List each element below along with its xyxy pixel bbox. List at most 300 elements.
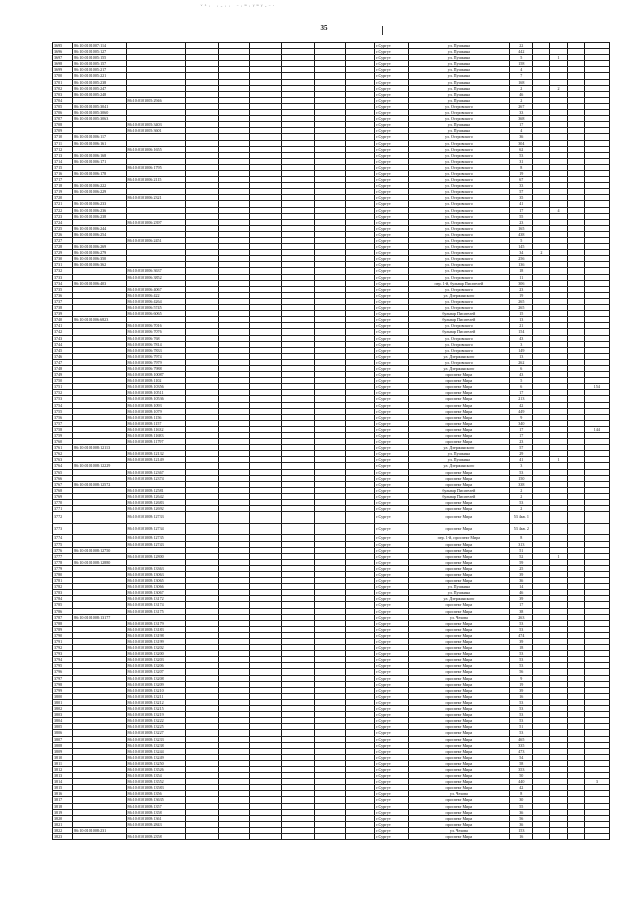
- table-cell-kn2: 86:10:0101008:12692: [126, 506, 185, 512]
- table-cell-area: 165: [510, 225, 533, 231]
- table-cell-street: проспект Мира: [408, 675, 510, 681]
- table-cell-num: 3724: [53, 219, 73, 225]
- table-cell-street: проспект Мира: [408, 815, 510, 821]
- table-cell-area: 35: [510, 195, 533, 201]
- table-cell-kn2: 86:10:0101008:11797: [126, 439, 185, 445]
- table-cell-area: 50: [510, 773, 533, 779]
- table-cell-area: 53 4кв. 2: [510, 523, 533, 535]
- table-cell-num: 3752: [53, 390, 73, 396]
- table-cell-v4: 144: [584, 426, 609, 432]
- table-cell-area: 53: [510, 620, 533, 626]
- table-cell-area: 353: [510, 766, 533, 772]
- table-cell-kn1: 86:10:0101008:12572: [73, 481, 126, 487]
- table-cell-street: проспект Мира: [408, 803, 510, 809]
- table-cell-area: 62: [510, 146, 533, 152]
- table-cell-area: 39: [510, 639, 533, 645]
- table-cell-num: 3821: [53, 821, 73, 827]
- table-cell-place: г.Сургут: [375, 681, 408, 687]
- table-cell-place: г.Сургут: [375, 797, 408, 803]
- table-cell-kn2: 86:10:0101008:13065: [126, 578, 185, 584]
- table-cell-place: г.Сургут: [375, 177, 408, 183]
- table-cell-area: 53: [510, 651, 533, 657]
- table-cell-place: г.Сургут: [375, 183, 408, 189]
- table-cell-place: г.Сургут: [375, 103, 408, 109]
- table-cell-street: проспект Мира: [408, 742, 510, 748]
- table-cell-kn2: 86:10:0101008:13219: [126, 712, 185, 718]
- table-cell-area: 4: [510, 128, 533, 134]
- table-cell-place: г.Сургут: [375, 663, 408, 669]
- table-cell-blank-6: [281, 523, 314, 535]
- table-cell-num: 3804: [53, 718, 73, 724]
- table-cell-street: ул. Пушкина: [408, 122, 510, 128]
- table-cell-num: 3727: [53, 238, 73, 244]
- table-cell-kn1: 86:10:0101005:157: [73, 61, 126, 67]
- table-cell-street: проспект Мира: [408, 390, 510, 396]
- table-cell-kn2: 86:10:0101008:11632: [126, 426, 185, 432]
- table-cell-place: г.Сургут: [375, 500, 408, 506]
- table-cell-blank-7: [314, 512, 345, 524]
- table-cell-street: ул. Островского: [408, 274, 510, 280]
- table-cell-num: 3720: [53, 195, 73, 201]
- table-cell-v3: [567, 834, 584, 840]
- table-cell-place: г.Сургут: [375, 493, 408, 499]
- table-cell-kn1: [73, 512, 126, 524]
- table-cell-street: проспект Мира: [408, 384, 510, 390]
- scan-artifact: ᵛⁱ· ·‐·· ⁻·ʷ·ʸʷʸ‐⁻ˑ: [200, 4, 277, 10]
- table-cell-area: 306: [510, 280, 533, 286]
- table-cell-area: 4: [510, 67, 533, 73]
- table-cell-num: 3792: [53, 645, 73, 651]
- table-row: [53, 523, 610, 535]
- table-cell-blank-4: [219, 523, 250, 535]
- table-cell-place: г.Сургут: [375, 773, 408, 779]
- table-cell-place: г.Сургут: [375, 718, 408, 724]
- table-cell-num: 3763: [53, 457, 73, 463]
- table-cell-street: проспект Мира: [408, 797, 510, 803]
- table-cell-kn2: 86:10:0101006:422: [126, 292, 185, 298]
- table-cell-place: г.Сургут: [375, 748, 408, 754]
- table-cell-num: 3782: [53, 584, 73, 590]
- table-cell-place: г.Сургут: [375, 189, 408, 195]
- table-cell-place: г.Сургут: [375, 238, 408, 244]
- table-cell-kn1: 86:10:0101005:221: [73, 73, 126, 79]
- table-cell-street: ул. Чехова: [408, 827, 510, 833]
- table-cell-place: г.Сургут: [375, 164, 408, 170]
- table-cell-place: г.Сургут: [375, 565, 408, 571]
- table-cell-street: ул. Пушкина: [408, 91, 510, 97]
- table-cell-area: 21: [510, 323, 533, 329]
- table-cell-street: проспект Мира: [408, 420, 510, 426]
- table-cell-place: г.Сургут: [375, 639, 408, 645]
- table-cell-num: 3783: [53, 590, 73, 596]
- table-cell-place: г.Сургут: [375, 834, 408, 840]
- table-cell-area: 256: [510, 256, 533, 262]
- table-cell-place: г.Сургут: [375, 736, 408, 742]
- table-cell-street: ул. Пушкина: [408, 49, 510, 55]
- table-cell-area: 449: [510, 408, 533, 414]
- table-cell-num: 3702: [53, 85, 73, 91]
- table-cell-num: 3809: [53, 748, 73, 754]
- table-cell-kn2: 86:10:0101008:12743: [126, 541, 185, 547]
- table-cell-num: 3725: [53, 225, 73, 231]
- table-cell-num: 3790: [53, 632, 73, 638]
- table-cell-place: г.Сургут: [375, 134, 408, 140]
- table-cell-street: ул. Островского: [408, 359, 510, 365]
- table-cell-kn2: 86:10:0101008:12581: [126, 487, 185, 493]
- table-cell-street: проспект Мира: [408, 378, 510, 384]
- table-cell-area: 19: [510, 681, 533, 687]
- table-cell-street: ул. Островского: [408, 305, 510, 311]
- table-cell-place: г.Сургут: [375, 292, 408, 298]
- table-cell-kn1: 86:10:0101006:279: [73, 250, 126, 256]
- table-cell-place: г.Сургут: [375, 396, 408, 402]
- table-cell-area: 36: [510, 134, 533, 140]
- table-cell-street: ул. Островского: [408, 152, 510, 158]
- table-cell-kn2: 86:10:0101008:13211: [126, 693, 185, 699]
- table-cell-kn2: 86:10:0101008:2358: [126, 834, 185, 840]
- table-cell-kn1: [73, 523, 126, 535]
- table-cell-area: 33: [510, 110, 533, 116]
- table-cell-place: г.Сургут: [375, 286, 408, 292]
- table-cell-area: 38: [510, 608, 533, 614]
- table-cell-place: г.Сургут: [375, 213, 408, 219]
- table-cell-num: 3798: [53, 681, 73, 687]
- table-cell-num: 3757: [53, 420, 73, 426]
- table-cell-place: г.Сургут: [375, 231, 408, 237]
- table-cell-area: 18: [510, 645, 533, 651]
- table-cell-kn2: 86:10:0101008:13066: [126, 584, 185, 590]
- table-cell-num: 3719: [53, 189, 73, 195]
- table-cell-num: 3764: [53, 463, 73, 469]
- table-cell-street: ул. Островского: [408, 256, 510, 262]
- table-cell-place: г.Сургут: [375, 305, 408, 311]
- table-cell-area: 136: [510, 262, 533, 268]
- table-cell-num: 3815: [53, 785, 73, 791]
- table-cell-kn1: 86:10:0101006:254: [73, 231, 126, 237]
- table-cell-place: г.Сургут: [375, 578, 408, 584]
- table-cell-area: 46: [510, 91, 533, 97]
- table-cell-place: г.Сургут: [375, 335, 408, 341]
- table-cell-kn2: 86:10:0101008:12733: [126, 512, 185, 524]
- table-cell-place: г.Сургут: [375, 268, 408, 274]
- table-cell-blank-3: [185, 523, 218, 535]
- table-cell-kn2: 86:10:0101008:1361: [126, 815, 185, 821]
- table-cell-street: ул. Островского: [408, 110, 510, 116]
- table-cell-area: 149: [510, 347, 533, 353]
- table-cell-area: 304: [510, 140, 533, 146]
- table-cell-street: проспект Мира: [408, 681, 510, 687]
- table-cell-kn1: 86:10:0101005:155: [73, 55, 126, 61]
- table-cell-place: г.Сургут: [375, 323, 408, 329]
- table-cell-area: 43: [510, 372, 533, 378]
- table-cell-area: 368: [510, 116, 533, 122]
- table-cell-area: 55: [510, 213, 533, 219]
- table-row: [53, 834, 610, 840]
- table-cell-place: г.Сургут: [375, 67, 408, 73]
- table-cell-kn2: 86:10:0101006:7833: [126, 347, 185, 353]
- table-cell-num: 3736: [53, 292, 73, 298]
- table-cell-place: г.Сургут: [375, 535, 408, 541]
- table-cell-area: 313: [510, 541, 533, 547]
- table-cell-area: 41: [510, 201, 533, 207]
- table-cell-area: 265: [510, 305, 533, 311]
- table-cell-blank-6: [281, 512, 314, 524]
- table-cell-kn2: 86:10:0101008:12367: [126, 469, 185, 475]
- table-cell-street: проспект Мира: [408, 547, 510, 553]
- table-cell-street: ул. Островского: [408, 225, 510, 231]
- table-cell-kn2: 86:10:0101008:1157: [126, 420, 185, 426]
- table-cell-place: г.Сургут: [375, 311, 408, 317]
- table-cell-street: ул. Пушкина: [408, 451, 510, 457]
- table-cell-area: 11: [510, 274, 533, 280]
- table-cell-num: 3813: [53, 773, 73, 779]
- table-cell-area: 2: [510, 506, 533, 512]
- table-cell-num: 3716: [53, 170, 73, 176]
- table-cell-num: 3776: [53, 547, 73, 553]
- table-cell-place: г.Сургут: [375, 699, 408, 705]
- table-cell-street: ул. Островского: [408, 298, 510, 304]
- table-cell-kn2: 86:10:0101008:12734: [126, 523, 185, 535]
- table-cell-area: 67: [510, 177, 533, 183]
- table-cell-area: 438: [510, 231, 533, 237]
- table-cell-v2: 1: [550, 457, 567, 463]
- table-cell-kn2: 86:10:0101008:13183: [126, 626, 185, 632]
- table-cell-street: проспект Мира: [408, 602, 510, 608]
- table-cell-kn2: 86:10:0101006:1655: [126, 146, 185, 152]
- table-cell-place: г.Сургут: [375, 620, 408, 626]
- table-cell-street: бульвар Писателей: [408, 329, 510, 335]
- table-cell-place: г.Сургут: [375, 140, 408, 146]
- table-cell-num: 3797: [53, 675, 73, 681]
- table-cell-area: 53: [510, 152, 533, 158]
- table-cell-kn2: 86:10:0101008:1156: [126, 414, 185, 420]
- table-cell-place: г.Сургут: [375, 250, 408, 256]
- table-cell-num: 3758: [53, 426, 73, 432]
- table-cell-street: ул. Пушкина: [408, 61, 510, 67]
- table-cell-street: ул. Пушкина: [408, 584, 510, 590]
- table-cell-kn2: 86:10:0101008:13526: [126, 766, 185, 772]
- table-cell-area: 17: [510, 426, 533, 432]
- table-cell-area: 53: [510, 626, 533, 632]
- table-cell-area: 338: [510, 481, 533, 487]
- table-cell-num: 3737: [53, 298, 73, 304]
- table-cell-num: 3779: [53, 565, 73, 571]
- table-cell-kn2: 86:10:0101008:2843: [126, 821, 185, 827]
- table-cell-place: г.Сургут: [375, 445, 408, 451]
- table-cell-area: 335: [510, 742, 533, 748]
- table-cell-place: г.Сургут: [375, 760, 408, 766]
- table-cell-kn2: 86:10:0101008:13208: [126, 675, 185, 681]
- table-cell-place: г.Сургут: [375, 803, 408, 809]
- table-cell-area: 39: [510, 596, 533, 602]
- table-cell-place: г.Сургут: [375, 110, 408, 116]
- table-cell-street: ул. Островского: [408, 195, 510, 201]
- table-cell-kn2: 86:10:0101006:7076: [126, 329, 185, 335]
- table-cell-num: 3696: [53, 49, 73, 55]
- table-cell-num: 3721: [53, 201, 73, 207]
- table-cell-kn2: 86:10:0101008:1358: [126, 809, 185, 815]
- table-cell-street: ул. Островского: [408, 347, 510, 353]
- table-cell-kn1: 86:10:0101006:222: [73, 183, 126, 189]
- table-cell-num: 3708: [53, 122, 73, 128]
- table-cell-area: 19: [510, 292, 533, 298]
- table-cell-area: 58: [510, 760, 533, 766]
- table-cell-street: ул. Островского: [408, 219, 510, 225]
- table-cell-kn2: 86:10:0101008:13583: [126, 785, 185, 791]
- table-cell-kn2: 86:10:0101008:10087: [126, 372, 185, 378]
- table-cell-v2: [550, 512, 567, 524]
- table-cell-kn2: 86:10:0101006:7814: [126, 341, 185, 347]
- table-cell-kn2: 86:10:0101008:1354: [126, 773, 185, 779]
- table-cell-place: г.Сургут: [375, 766, 408, 772]
- table-cell-street: ул. Островского: [408, 341, 510, 347]
- table-cell-kn1: 86:10:0101005:3041: [73, 103, 126, 109]
- table-cell-kn1: 86:10:0101006:350: [73, 256, 126, 262]
- table-cell-num: 3738: [53, 305, 73, 311]
- table-cell-place: г.Сургут: [375, 439, 408, 445]
- table-cell-num: 3748: [53, 365, 73, 371]
- table-cell-street: проспект Мира: [408, 506, 510, 512]
- table-cell-street: ул. Островского: [408, 268, 510, 274]
- table-cell-kn1: 86:10:0101008:12750: [73, 547, 126, 553]
- table-cell-street: ул. Пушкина: [408, 85, 510, 91]
- table-cell-street: ул. Островского: [408, 238, 510, 244]
- table-cell-num: 3771: [53, 506, 73, 512]
- table-cell-street: проспект Мира: [408, 736, 510, 742]
- table-cell-kn2: 86:10:0101006:6065: [126, 311, 185, 317]
- table-cell-num: 3812: [53, 766, 73, 772]
- table-cell-num: 3770: [53, 500, 73, 506]
- table-cell-street: ул. Островского: [408, 335, 510, 341]
- table-cell-num: 3794: [53, 657, 73, 663]
- table-cell-area: 46: [510, 590, 533, 596]
- table-cell-num: 3801: [53, 699, 73, 705]
- register-table-body: [53, 43, 610, 840]
- table-cell-kn2: 86:10:0101008:13202: [126, 645, 185, 651]
- table-cell-kn2: 86:10:0101006:2115: [126, 177, 185, 183]
- table-cell-num: 3775: [53, 541, 73, 547]
- table-cell-street: ул. Островского: [408, 116, 510, 122]
- table-cell-area: 6: [510, 384, 533, 390]
- table-cell-num: 3700: [53, 73, 73, 79]
- table-cell-num: 3822: [53, 827, 73, 833]
- table-cell-area: 53: [510, 730, 533, 736]
- table-cell-num: 3799: [53, 687, 73, 693]
- table-cell-area: 16: [510, 834, 533, 840]
- table-cell-v4: [584, 512, 609, 524]
- table-cell-num: 3718: [53, 183, 73, 189]
- table-cell-v2: 2: [550, 85, 567, 91]
- table-cell-num: 3784: [53, 596, 73, 602]
- table-cell-v1: [533, 834, 550, 840]
- table-cell-place: г.Сургут: [375, 645, 408, 651]
- table-cell-kn2: 86:10:0101006:2397: [126, 219, 185, 225]
- table-cell-street: проспект Мира: [408, 687, 510, 693]
- table-cell-place: г.Сургут: [375, 244, 408, 250]
- table-cell-num: 3709: [53, 128, 73, 134]
- table-cell-place: г.Сургут: [375, 128, 408, 134]
- table-cell-kn2: 86:10:0101008:13238: [126, 742, 185, 748]
- table-cell-street: ул. Островского: [408, 250, 510, 256]
- table-cell-num: 3713: [53, 152, 73, 158]
- table-cell-place: г.Сургут: [375, 85, 408, 91]
- table-cell-area: 53: [510, 657, 533, 663]
- table-cell-place: г.Сургут: [375, 384, 408, 390]
- table-cell-area: 17: [510, 602, 533, 608]
- table-cell-num: 3695: [53, 43, 73, 49]
- table-cell-street: проспект Мира: [408, 712, 510, 718]
- table-cell-place: г.Сургут: [375, 815, 408, 821]
- table-cell-street: бульвар Писателей: [408, 311, 510, 317]
- table-cell-place: г.Сургут: [375, 559, 408, 565]
- table-cell-area: 440: [510, 779, 533, 785]
- table-cell-area: 262: [510, 359, 533, 365]
- table-cell-num: 3717: [53, 177, 73, 183]
- table-cell-street: проспект Мира: [408, 402, 510, 408]
- table-cell-area: 57: [510, 189, 533, 195]
- table-cell-num: 3796: [53, 669, 73, 675]
- table-cell-street: проспект Мира: [408, 433, 510, 439]
- table-cell-place: г.Сургут: [375, 201, 408, 207]
- table-cell-area: 53: [510, 699, 533, 705]
- table-cell-area: 7: [510, 73, 533, 79]
- table-cell-kn2: 86:10:0101008:10536: [126, 396, 185, 402]
- table-cell-blank-3: [185, 834, 218, 840]
- table-cell-num: 3705: [53, 103, 73, 109]
- table-cell-place: г.Сургут: [375, 116, 408, 122]
- table-cell-place: г.Сургут: [375, 608, 408, 614]
- table-cell-v1: 2: [533, 250, 550, 256]
- table-cell-street: ул. Пушкина: [408, 457, 510, 463]
- table-cell-kn2: 86:10:0101006:2451: [126, 238, 185, 244]
- table-cell-kn2: 86:10:0101006:3637: [126, 268, 185, 274]
- table-cell-num: 3744: [53, 341, 73, 347]
- table-cell-street: проспект Мира: [408, 626, 510, 632]
- table-cell-area: 13: [510, 317, 533, 323]
- table-cell-kn2: 86:10:0101008:11683: [126, 433, 185, 439]
- table-cell-place: г.Сургут: [375, 414, 408, 420]
- table-cell-area: 53: [510, 706, 533, 712]
- table-cell-kn2: 86:10:0101006:768: [126, 335, 185, 341]
- table-cell-street: проспект Мира: [408, 571, 510, 577]
- table-cell-kn2: 86:10:0101008:13067: [126, 590, 185, 596]
- table-cell-place: г.Сургут: [375, 317, 408, 323]
- table-cell-num: 3802: [53, 706, 73, 712]
- table-cell-street: ул. Дзержинского: [408, 365, 510, 371]
- table-cell-area: 9: [510, 414, 533, 420]
- table-cell-place: г.Сургут: [375, 274, 408, 280]
- table-cell-num: 3803: [53, 712, 73, 718]
- table-cell-num: 3755: [53, 408, 73, 414]
- table-cell-area: 51: [510, 724, 533, 730]
- table-cell-area: 33: [510, 183, 533, 189]
- table-cell-num: 3769: [53, 493, 73, 499]
- table-cell-kn2: 86:10:0101008:12683: [126, 500, 185, 506]
- table-cell-num: 3773: [53, 523, 73, 535]
- table-cell-street: ул. Островского: [408, 170, 510, 176]
- table-cell-num: 3726: [53, 231, 73, 237]
- table-cell-num: 3753: [53, 396, 73, 402]
- table-cell-street: проспект Мира: [408, 372, 510, 378]
- table-cell-num: 3699: [53, 67, 73, 73]
- table-cell-place: г.Сургут: [375, 341, 408, 347]
- table-cell-kn2: 86:10:0101008:10511: [126, 390, 185, 396]
- table-cell-place: г.Сургут: [375, 451, 408, 457]
- table-cell-kn2: 86:10:0101005:3601: [126, 128, 185, 134]
- table-cell-area: 263: [510, 614, 533, 620]
- table-cell-v3: [567, 512, 584, 524]
- table-cell-num: 3735: [53, 286, 73, 292]
